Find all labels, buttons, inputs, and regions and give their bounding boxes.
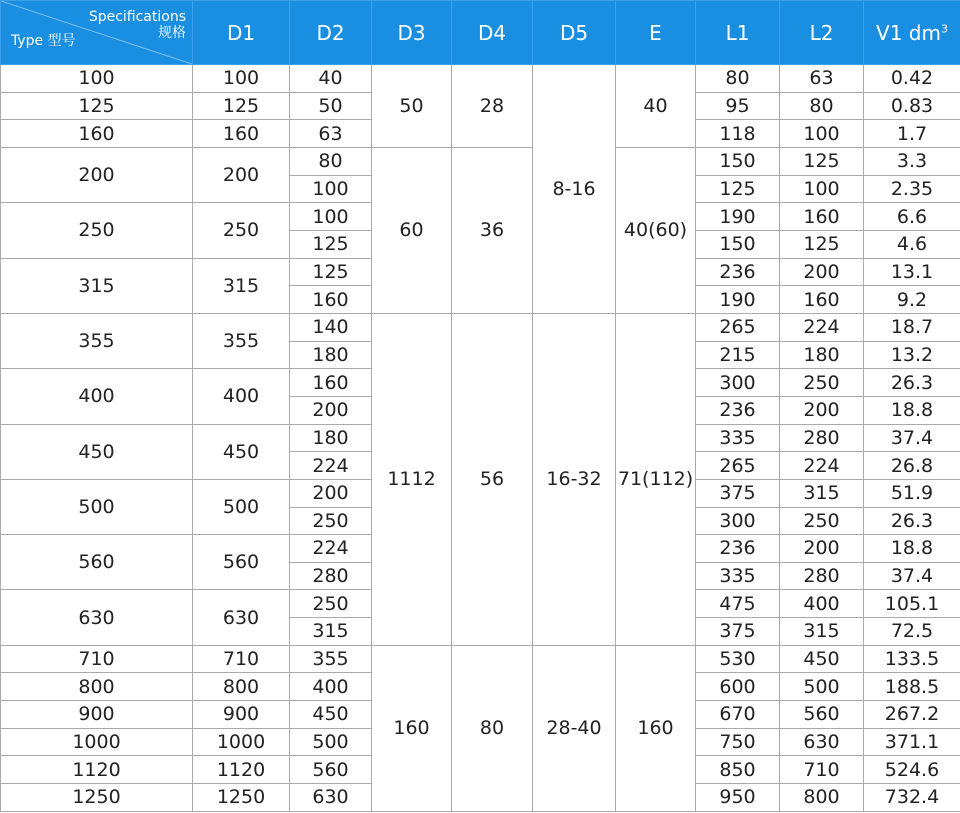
cell-type: 710 [1, 645, 193, 673]
col-header-d3: D3 [372, 1, 452, 65]
cell-l2: 200 [780, 396, 864, 424]
col-header-d2: D2 [290, 1, 372, 65]
cell-d1: 200 [193, 147, 290, 202]
cell-l1: 80 [696, 65, 780, 93]
cell-type: 125 [1, 92, 193, 120]
cell-type: 1250 [1, 784, 193, 812]
col-header-l1: L1 [696, 1, 780, 65]
cell-d2: 180 [290, 341, 372, 369]
cell-l2: 560 [780, 701, 864, 729]
cell-d1: 250 [193, 203, 290, 258]
table-row [1, 313, 960, 341]
cell-type: 250 [1, 203, 193, 258]
cell-v1: 1.7 [864, 120, 960, 148]
table-row [1, 65, 960, 93]
cell-l2: 80 [780, 92, 864, 120]
cell-type: 355 [1, 313, 193, 368]
cell-d1: 710 [193, 645, 290, 673]
cell-d5: 16-32 [533, 313, 616, 645]
cell-d4: 56 [452, 313, 533, 645]
cell-l1: 335 [696, 562, 780, 590]
cell-l2: 125 [780, 230, 864, 258]
cell-v1: 188.5 [864, 673, 960, 701]
cell-v1: 267.2 [864, 701, 960, 729]
cell-l1: 475 [696, 590, 780, 618]
cell-l2: 100 [780, 175, 864, 203]
cell-d4: 36 [452, 147, 533, 313]
cell-l1: 850 [696, 756, 780, 784]
cell-v1: 72.5 [864, 618, 960, 646]
cell-d2: 250 [290, 590, 372, 618]
cell-d1: 160 [193, 120, 290, 148]
cell-d1: 900 [193, 701, 290, 729]
cell-l2: 250 [780, 507, 864, 535]
cell-l1: 300 [696, 507, 780, 535]
cell-l1: 600 [696, 673, 780, 701]
cell-type: 1120 [1, 756, 193, 784]
cell-d3: 160 [372, 645, 452, 811]
cell-d1: 560 [193, 535, 290, 590]
cell-v1: 26.8 [864, 452, 960, 480]
cell-d5: 8-16 [533, 65, 616, 314]
cell-l2: 224 [780, 452, 864, 480]
cell-l2: 630 [780, 728, 864, 756]
cell-d1: 450 [193, 424, 290, 479]
cell-d5: 28-40 [533, 645, 616, 811]
cell-d2: 100 [290, 203, 372, 231]
cell-v1: 732.4 [864, 784, 960, 812]
type-label: Type 型号 [11, 33, 76, 49]
cell-d1: 630 [193, 590, 290, 645]
col-header-l2: L2 [780, 1, 864, 65]
cell-l1: 95 [696, 92, 780, 120]
cell-v1: 18.7 [864, 313, 960, 341]
cell-l2: 710 [780, 756, 864, 784]
cell-l2: 200 [780, 535, 864, 563]
cell-type: 100 [1, 65, 193, 93]
cell-l1: 335 [696, 424, 780, 452]
cell-d2: 180 [290, 424, 372, 452]
cell-v1: 524.6 [864, 756, 960, 784]
cell-type: 200 [1, 147, 193, 202]
cell-d1: 1000 [193, 728, 290, 756]
cell-v1: 3.3 [864, 147, 960, 175]
cell-l2: 160 [780, 203, 864, 231]
header-row [1, 1, 960, 65]
specifications-label: Specifications 规格 [88, 9, 186, 41]
cell-v1: 26.3 [864, 507, 960, 535]
cell-d2: 224 [290, 535, 372, 563]
table-row [1, 147, 960, 175]
cell-l1: 215 [696, 341, 780, 369]
cell-d3: 50 [372, 65, 452, 148]
cell-d1: 100 [193, 65, 290, 93]
cell-l2: 250 [780, 369, 864, 397]
cell-v1: 133.5 [864, 645, 960, 673]
cell-l2: 125 [780, 147, 864, 175]
cell-d2: 100 [290, 175, 372, 203]
cell-d2: 450 [290, 701, 372, 729]
cell-d3: 1112 [372, 313, 452, 645]
col-header-e: E [616, 1, 696, 65]
cell-type: 500 [1, 479, 193, 534]
cell-d2: 500 [290, 728, 372, 756]
cell-d2: 125 [290, 258, 372, 286]
cell-d2: 224 [290, 452, 372, 480]
cell-l1: 375 [696, 618, 780, 646]
cell-d1: 355 [193, 313, 290, 368]
cell-l1: 265 [696, 452, 780, 480]
cell-v1: 37.4 [864, 424, 960, 452]
cell-l2: 160 [780, 286, 864, 314]
cell-v1: 0.83 [864, 92, 960, 120]
cell-l1: 750 [696, 728, 780, 756]
cell-type: 160 [1, 120, 193, 148]
cell-d2: 280 [290, 562, 372, 590]
cell-type: 1000 [1, 728, 193, 756]
cell-d2: 50 [290, 92, 372, 120]
cell-e: 40 [616, 65, 696, 148]
cell-l1: 670 [696, 701, 780, 729]
cell-type: 900 [1, 701, 193, 729]
cell-d1: 315 [193, 258, 290, 313]
cell-v1: 37.4 [864, 562, 960, 590]
cell-l1: 950 [696, 784, 780, 812]
cell-l1: 190 [696, 286, 780, 314]
cell-type: 450 [1, 424, 193, 479]
cell-d2: 160 [290, 286, 372, 314]
cell-d3: 60 [372, 147, 452, 313]
cell-d2: 40 [290, 65, 372, 93]
cell-d1: 125 [193, 92, 290, 120]
cell-type: 560 [1, 535, 193, 590]
cell-l2: 280 [780, 562, 864, 590]
cell-d1: 1120 [193, 756, 290, 784]
cell-l2: 800 [780, 784, 864, 812]
cell-l1: 236 [696, 535, 780, 563]
table-body [1, 65, 960, 812]
cell-e: 160 [616, 645, 696, 811]
cell-d1: 500 [193, 479, 290, 534]
cell-type: 800 [1, 673, 193, 701]
cell-d1: 1250 [193, 784, 290, 812]
cell-l2: 450 [780, 645, 864, 673]
col-header-v1: V1 $dm^3$ [864, 1, 960, 65]
cell-l2: 100 [780, 120, 864, 148]
cell-type: 315 [1, 258, 193, 313]
cell-l1: 190 [696, 203, 780, 231]
cell-l1: 236 [696, 258, 780, 286]
cell-v1: 26.3 [864, 369, 960, 397]
cell-l1: 265 [696, 313, 780, 341]
cell-l1: 150 [696, 230, 780, 258]
cell-v1: 4.6 [864, 230, 960, 258]
cell-e: 71(112) [616, 313, 696, 645]
col-header-d4: D4 [452, 1, 533, 65]
cell-type: 400 [1, 369, 193, 424]
cell-d2: 315 [290, 618, 372, 646]
cell-v1: 6.6 [864, 203, 960, 231]
cell-l1: 150 [696, 147, 780, 175]
cell-v1: 105.1 [864, 590, 960, 618]
cell-l1: 530 [696, 645, 780, 673]
cell-d2: 200 [290, 479, 372, 507]
cell-l2: 280 [780, 424, 864, 452]
col-header-d1: D1 [193, 1, 290, 65]
cell-l2: 400 [780, 590, 864, 618]
cell-v1: 51.9 [864, 479, 960, 507]
corner-header [1, 1, 193, 65]
cell-l1: 375 [696, 479, 780, 507]
cell-l2: 63 [780, 65, 864, 93]
cell-v1: 9.2 [864, 286, 960, 314]
col-header-d5: D5 [533, 1, 616, 65]
cell-d1: 400 [193, 369, 290, 424]
cell-d2: 400 [290, 673, 372, 701]
cell-d2: 125 [290, 230, 372, 258]
cell-v1: 2.35 [864, 175, 960, 203]
cell-d4: 80 [452, 645, 533, 811]
cell-l1: 118 [696, 120, 780, 148]
cell-d2: 355 [290, 645, 372, 673]
cell-d2: 140 [290, 313, 372, 341]
cell-d2: 560 [290, 756, 372, 784]
cell-d2: 630 [290, 784, 372, 812]
cell-d2: 63 [290, 120, 372, 148]
cell-d4: 28 [452, 65, 533, 148]
cell-d2: 80 [290, 147, 372, 175]
cell-v1: 18.8 [864, 396, 960, 424]
cell-l1: 300 [696, 369, 780, 397]
cell-d2: 160 [290, 369, 372, 397]
cell-v1: 18.8 [864, 535, 960, 563]
cell-l2: 224 [780, 313, 864, 341]
cell-v1: 0.42 [864, 65, 960, 93]
cell-l1: 125 [696, 175, 780, 203]
cell-l2: 315 [780, 479, 864, 507]
cell-l2: 500 [780, 673, 864, 701]
cell-d1: 800 [193, 673, 290, 701]
cell-d2: 250 [290, 507, 372, 535]
cell-v1: 13.2 [864, 341, 960, 369]
cell-type: 630 [1, 590, 193, 645]
cell-l2: 315 [780, 618, 864, 646]
cell-l2: 200 [780, 258, 864, 286]
cell-l1: 236 [696, 396, 780, 424]
cell-d2: 200 [290, 396, 372, 424]
table-row [1, 645, 960, 673]
cell-v1: 371.1 [864, 728, 960, 756]
cell-v1: 13.1 [864, 258, 960, 286]
cell-e: 40(60) [616, 147, 696, 313]
cell-l2: 180 [780, 341, 864, 369]
